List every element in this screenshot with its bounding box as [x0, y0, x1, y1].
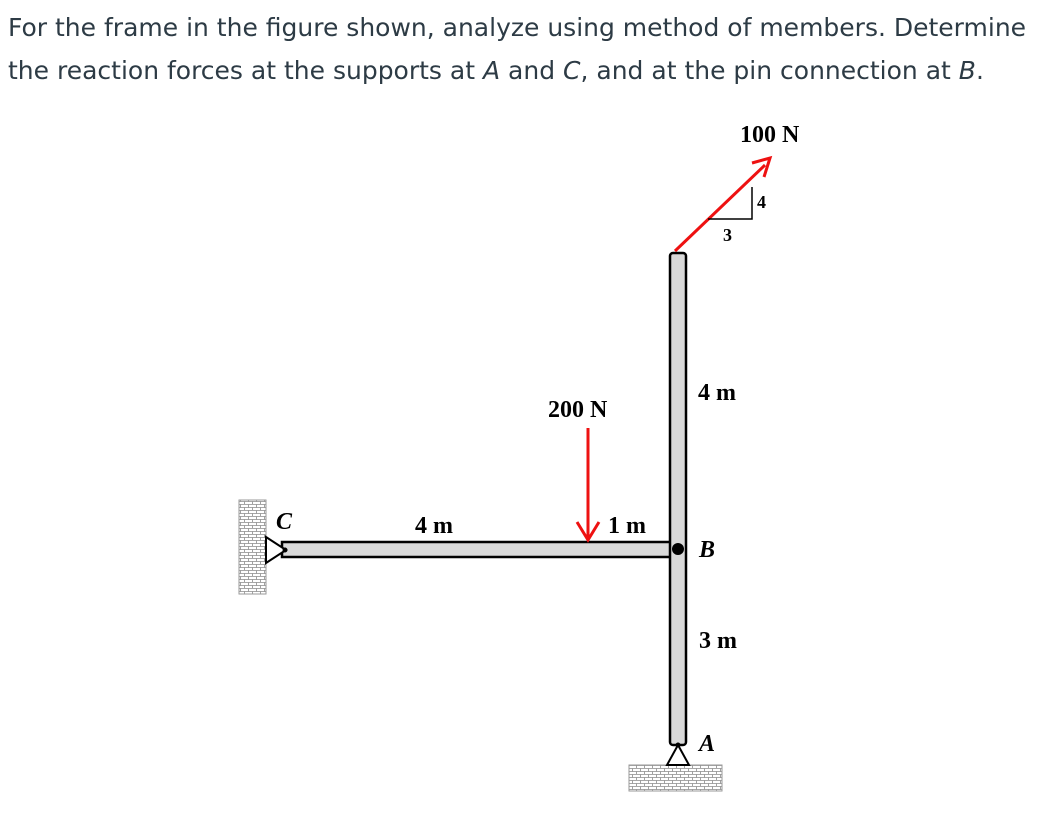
label-force-mid: 200 N	[548, 397, 608, 423]
label-point-a: A	[699, 731, 716, 757]
problem-period: .	[975, 56, 984, 85]
label-slope-rise: 4	[757, 192, 766, 212]
pin-support-a	[667, 745, 689, 765]
label-dim-lower: 3 m	[699, 628, 737, 654]
label-dim-upper: 4 m	[698, 380, 736, 406]
pin-b	[672, 543, 684, 555]
problem-point-c: C	[563, 56, 581, 85]
problem-line-1-text: For the frame in the figure shown, analyze using method of members. Determine	[8, 13, 1027, 42]
label-dim-left: 4 m	[415, 513, 453, 539]
label-point-b: B	[699, 537, 716, 563]
horizontal-member	[282, 542, 682, 557]
vertical-member	[670, 253, 686, 745]
label-slope-run: 3	[723, 225, 732, 245]
problem-and: and	[500, 56, 564, 85]
problem-point-b: B	[958, 56, 976, 85]
label-dim-small: 1 m	[608, 513, 646, 539]
ground-support	[629, 765, 722, 791]
pin-a-dot	[676, 743, 681, 748]
left-wall-support	[239, 500, 266, 594]
label-point-c: C	[276, 509, 293, 535]
problem-line-2-mid: , and at the pin connection at	[580, 56, 959, 85]
problem-point-a: A	[482, 56, 501, 85]
problem-line-2-start: the reaction forces at the supports at	[8, 56, 483, 85]
label-force-top: 100 N	[740, 122, 800, 148]
pin-c-dot	[283, 548, 288, 553]
